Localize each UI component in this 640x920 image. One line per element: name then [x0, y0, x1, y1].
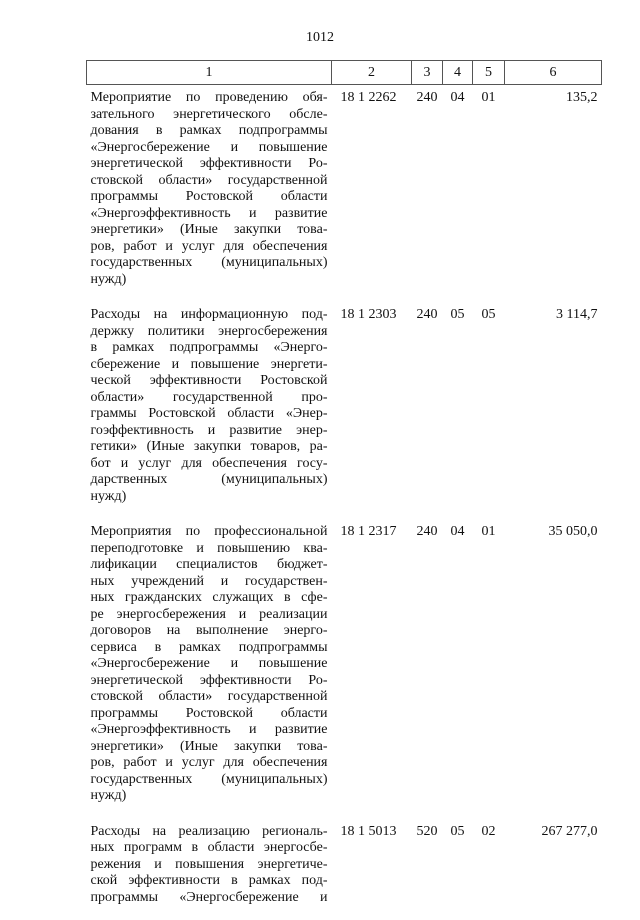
description-line: «Энергосбережение и повышение — [91, 656, 328, 673]
section-code: 04 — [443, 519, 473, 819]
description-line: бот и услуг для обеспечения госу- — [91, 456, 328, 473]
expense-type: 240 — [412, 85, 443, 303]
row-description — [87, 519, 332, 819]
description-line: нужд) — [91, 788, 328, 805]
description-line: нужд) — [91, 272, 328, 289]
description-line: стовской области» государственной — [91, 173, 328, 190]
description-line: программы «Энергосбережение и — [91, 890, 328, 907]
expense-type: 240 — [412, 302, 443, 519]
description-line: нужд) — [91, 489, 328, 506]
description-line: договоров на выполнение энерго- — [91, 623, 328, 640]
description-line: ных программ в области энергосбе- — [91, 840, 328, 857]
description-line: области» государственной про- — [91, 390, 328, 407]
description-line: граммы Ростовской области «Энер- — [91, 406, 328, 423]
amount: 267 277,0 — [505, 819, 602, 920]
description-line: переподготовке и повышению ква- — [91, 541, 328, 558]
header-col-1: 1 — [87, 61, 332, 85]
description-line: Расходы на информационную под- — [91, 307, 328, 324]
description-line: ров, работ и услуг для обеспечения — [91, 239, 328, 256]
target-article-code: 18 1 2262 — [332, 85, 412, 303]
row-description — [87, 302, 332, 519]
description-line: сервиса в рамках подпрограммы — [91, 640, 328, 657]
header-row — [87, 61, 602, 85]
table-row — [87, 302, 602, 519]
description-line: ской эффективности в рамках под- — [91, 873, 328, 890]
header-col-4: 4 — [443, 61, 473, 85]
description-line: стовской области» государственной — [91, 689, 328, 706]
subsection-code: 01 — [473, 85, 505, 303]
table-row — [87, 85, 602, 303]
description-line: лификации специалистов бюджет- — [91, 557, 328, 574]
description-line: ных учреждений и государствен- — [91, 574, 328, 591]
subsection-code: 02 — [473, 819, 505, 920]
description-line: «Энергосбережение и повышение — [91, 140, 328, 157]
description-line: энергетической эффективности Ро- — [91, 673, 328, 690]
header-col-6: 6 — [505, 61, 602, 85]
expense-type: 520 — [412, 819, 443, 920]
description-line: энергетической эффективности Ро- — [91, 156, 328, 173]
description-line: энергетики» (Иные закупки това- — [91, 222, 328, 239]
description-line: ных гражданских служащих в сфе- — [91, 590, 328, 607]
description-line: ров, работ и услуг для обеспечения — [91, 755, 328, 772]
table-row — [87, 519, 602, 819]
description-line: энергетики» (Иные закупки това- — [91, 739, 328, 756]
description-line: «Энергоэффективность и развитие — [91, 722, 328, 739]
header-col-3: 3 — [412, 61, 443, 85]
description-line: Мероприятия по профессиональной — [91, 524, 328, 541]
description-line: государственных (муниципальных) — [91, 772, 328, 789]
section-code: 05 — [443, 302, 473, 519]
target-article-code: 18 1 5013 — [332, 819, 412, 920]
description-line: держку политики энергосбережения — [91, 324, 328, 341]
amount: 3 114,7 — [505, 302, 602, 519]
amount: 135,2 — [505, 85, 602, 303]
section-code: 05 — [443, 819, 473, 920]
description-line: «Энергоэффективность и развитие — [91, 206, 328, 223]
description-line: в рамках подпрограммы «Энерго- — [91, 340, 328, 357]
description-line: Мероприятие по проведению обя- — [91, 90, 328, 107]
header-col-2: 2 — [332, 61, 412, 85]
target-article-code: 18 1 2303 — [332, 302, 412, 519]
description-line: программы Ростовской области — [91, 706, 328, 723]
description-line: государственных (муниципальных) — [91, 255, 328, 272]
description-line: ческой эффективности Ростовской — [91, 373, 328, 390]
target-article-code: 18 1 2317 — [332, 519, 412, 819]
description-line: сбережение и повышение энергети- — [91, 357, 328, 374]
description-line: гетики» (Иные закупки товаров, ра- — [91, 439, 328, 456]
budget-table — [86, 60, 602, 920]
expense-type: 240 — [412, 519, 443, 819]
amount: 35 050,0 — [505, 519, 602, 819]
description-line: программы Ростовской области — [91, 189, 328, 206]
section-code: 04 — [443, 85, 473, 303]
subsection-code: 05 — [473, 302, 505, 519]
description-line: ре энергосбережения и реализации — [91, 607, 328, 624]
subsection-code: 01 — [473, 519, 505, 819]
description-line: режения и повышения энергетиче- — [91, 857, 328, 874]
page-number: 1012 — [0, 30, 640, 46]
description-line: гоэффективность и развитие энер- — [91, 423, 328, 440]
row-description — [87, 85, 332, 303]
description-line: Расходы на реализацию региональ- — [91, 824, 328, 841]
description-line: дования в рамках подпрограммы — [91, 123, 328, 140]
header-col-5: 5 — [473, 61, 505, 85]
description-line: дарственных (муниципальных) — [91, 472, 328, 489]
description-line: зательного энергетического обсле- — [91, 107, 328, 124]
